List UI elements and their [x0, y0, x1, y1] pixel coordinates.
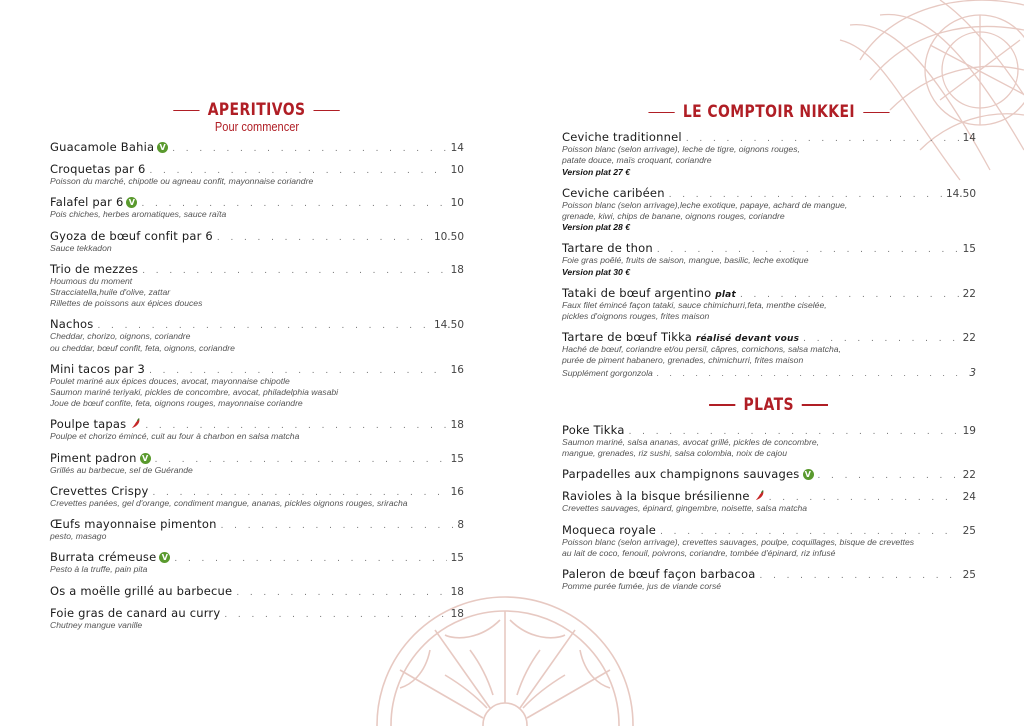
- leaf-v-icon: V: [126, 197, 137, 208]
- menu-item-price: 15: [450, 552, 464, 565]
- menu-item-description: Poisson blanc (selon arrivage),leche exotique, papaye, achard de mangue,: [562, 199, 848, 210]
- menu-item-name: [50, 262, 138, 276]
- menu-item: [50, 484, 464, 509]
- menu-item-price: 10: [450, 164, 464, 177]
- menu-item-description: grenade, kiwi, chips de banane, oignons rouges, coriandre: [562, 211, 785, 222]
- menu-item-name: [50, 584, 232, 598]
- dot-leader: [657, 368, 966, 378]
- dot-leader: [224, 609, 446, 620]
- menu-item-title: Trio de mezzes: [50, 261, 139, 276]
- menu-item: [50, 362, 464, 410]
- menu-item: [50, 550, 464, 575]
- menu-item-title: Parpadelles aux champignons sauvages: [562, 467, 800, 482]
- menu-item: [562, 567, 976, 592]
- menu-item: [50, 317, 464, 353]
- menu-item-price: 16: [450, 363, 464, 376]
- menu-item-description: Poulet mariné aux épices douces, avocat, mayonnaise chipotle: [50, 375, 290, 386]
- dot-leader: [98, 320, 430, 331]
- dot-leader: [629, 426, 959, 437]
- plats-list: [562, 423, 976, 592]
- menu-item-name: [50, 451, 151, 465]
- dot-leader: [172, 143, 446, 154]
- menu-item-name: [50, 606, 220, 620]
- menu-item: [562, 489, 976, 514]
- menu-item-description: patate douce, maïs croquant, coriandre: [562, 155, 712, 166]
- menu-item-row: [50, 606, 464, 620]
- menu-item-price: 14.50: [945, 187, 976, 200]
- menu-item-price: 10: [450, 197, 464, 210]
- menu-item-title: Burrata crémeuse: [50, 550, 157, 565]
- nikkei-plats-column: [562, 100, 976, 592]
- menu-item-title: Tartare de bœuf Tikka: [562, 330, 692, 345]
- menu-item-version: Version plat 27 €: [562, 166, 630, 177]
- dot-leader: [142, 265, 446, 276]
- menu-item-description: Poisson du marché, chipotle ou agneau confit, mayonnaise coriandre: [50, 176, 314, 187]
- menu-item-price: 25: [962, 568, 976, 581]
- menu-item-title: Gyoza de bœuf confit par 6: [50, 228, 213, 243]
- menu-item-description: Sauce tekkadon: [50, 242, 112, 253]
- menu-item: [562, 241, 976, 277]
- menu-item-title: Ceviche traditionnel: [562, 130, 682, 145]
- menu-item-price: 18: [450, 419, 464, 432]
- menu-item-title: Œufs mayonnaise pimenton: [50, 517, 217, 532]
- menu-item-price: 15: [450, 452, 464, 465]
- menu-item-description: Pomme purée fumée, jus de viande corsé: [562, 580, 722, 591]
- menu-item-description: Joue de bœuf confite, feta, oignons rouges, mayonnaise coriandre: [50, 398, 303, 409]
- dot-leader: [149, 165, 446, 176]
- menu-item: [50, 517, 464, 542]
- title-rule-right: [802, 404, 828, 406]
- menu-item-price: 16: [450, 485, 464, 498]
- menu-item-price: 19: [962, 424, 976, 437]
- menu-item-name: [562, 241, 653, 255]
- menu-item-title: Ravioles à la bisque brésilienne: [562, 489, 750, 504]
- menu-item-row: [562, 467, 976, 481]
- menu-item: [562, 186, 976, 234]
- dot-leader: [760, 570, 959, 581]
- menu-item-version: Version plat 30 €: [562, 266, 630, 277]
- menu-item-row: [562, 286, 976, 300]
- menu-item-title: Os a moëlle grillé au barbecue: [50, 583, 233, 598]
- menu-item-name: [562, 489, 765, 503]
- menu-item-name: [562, 423, 625, 437]
- title-rule-left: [709, 404, 735, 406]
- dot-leader: [217, 232, 430, 243]
- menu-item-description: Foie gras poêlé, fruits de saison, mangue, basilic, leche exotique: [562, 255, 809, 266]
- menu-item-description: Rillettes de poissons aux épices douces: [50, 298, 203, 309]
- menu-item-name: [50, 417, 141, 431]
- menu-item: [562, 130, 976, 178]
- menu-item-name: [50, 484, 148, 498]
- menu-item-title: Crevettes Crispy: [50, 483, 149, 498]
- dot-leader: [769, 492, 959, 503]
- menu-item-price: 22: [962, 287, 976, 300]
- menu-item: [562, 523, 976, 559]
- menu-item-title: Piment padron: [50, 450, 137, 465]
- menu-item: [50, 140, 464, 154]
- menu-item-name: [50, 317, 94, 331]
- menu-item-description: Faux filet émincé façon tataki, sauce chimichurri,feta, menthe ciselée,: [562, 299, 827, 310]
- plats-header: [562, 393, 976, 415]
- aperitivos-subtitle: Pour commencer: [214, 119, 300, 135]
- menu-item-price: 24: [962, 491, 976, 504]
- plats-title: PLATS: [743, 394, 795, 415]
- aperitivos-title: APERITIVOS: [208, 100, 306, 121]
- menu-item-title: Ceviche caribéen: [562, 185, 665, 200]
- menu-item-name: [562, 523, 656, 537]
- menu-item-row: [50, 484, 464, 498]
- title-rule-left: [648, 112, 674, 114]
- dot-leader: [155, 454, 447, 465]
- menu-item-price: 10.50: [433, 230, 464, 243]
- aperitivos-header: [50, 98, 464, 134]
- chili-icon: [754, 490, 765, 501]
- dot-leader: [236, 587, 446, 598]
- dot-leader: [669, 189, 942, 200]
- supplement-label: Supplément gorgonzola: [562, 367, 653, 378]
- menu-item-title: Guacamole Bahia: [50, 140, 155, 155]
- menu-item-row: [562, 423, 976, 437]
- menu-item-version: Version plat 28 €: [562, 222, 630, 233]
- nikkei-list: [562, 130, 976, 378]
- menu-item-description: Poulpe et chorizo émincé, cuit au four à charbon en salsa matcha: [50, 431, 300, 442]
- menu-item-name: [50, 140, 168, 154]
- dot-leader: [145, 420, 446, 431]
- menu-item-row: [562, 567, 976, 581]
- menu-item-description: purée de piment habanero, grenades, chimichurri, frites maison: [562, 355, 804, 366]
- menu-item-name: [562, 567, 756, 581]
- menu-item-description: pesto, masago: [50, 531, 107, 542]
- menu-item-row: [50, 517, 464, 531]
- menu-item: [50, 162, 464, 187]
- dot-leader: [660, 526, 959, 537]
- supplement-row: [562, 367, 976, 379]
- menu-item-description: Chutney mangue vanille: [50, 619, 143, 630]
- dot-leader: [174, 553, 446, 564]
- menu-item-row: [562, 489, 976, 503]
- menu-item-row: [50, 550, 464, 564]
- menu-item-title: Croquetas par 6: [50, 162, 146, 177]
- menu-item-description: Poisson blanc (selon arrivage), crevettes sauvages, poulpe, coquillages, bisque de crevettes: [562, 536, 915, 547]
- menu-item-price: 18: [450, 263, 464, 276]
- menu-item-row: [562, 186, 976, 200]
- menu-item-description: Saumon mariné, salsa ananas, avocat grillé, pickles de concombre,: [562, 436, 819, 447]
- menu-item-price: 14.50: [433, 319, 464, 332]
- menu-item-row: [50, 262, 464, 276]
- menu-item-name: [562, 286, 736, 300]
- menu-item-description: Pesto à la truffe, pain pita: [50, 564, 148, 575]
- menu-item-title: Mini tacos par 3: [50, 361, 146, 376]
- menu-item-note: plat: [715, 289, 736, 300]
- menu-item-row: [50, 229, 464, 243]
- menu-item-row: [50, 362, 464, 376]
- menu-item-description: Saumon mariné teriyaki, pickles de concombre, avocat, philadelphia wasabi: [50, 387, 339, 398]
- menu-item-price: 14: [962, 132, 976, 145]
- menu-item-title: Tartare de thon: [562, 241, 653, 256]
- dot-leader: [803, 333, 958, 344]
- menu-item: [562, 467, 976, 481]
- nikkei-header: [562, 100, 976, 122]
- menu-item: [562, 423, 976, 459]
- menu-item-description: pickles d'oignons rouges, frites maison: [562, 311, 710, 322]
- nikkei-title: LE COMPTOIR NIKKEI: [682, 102, 856, 123]
- menu-item: [50, 451, 464, 476]
- title-rule-left: [174, 110, 200, 112]
- menu-item-row: [562, 330, 976, 344]
- menu-item-row: [50, 317, 464, 331]
- menu-item-price: 18: [450, 607, 464, 620]
- menu-item-row: [562, 130, 976, 144]
- menu-item-price: 25: [962, 524, 976, 537]
- menu-item-row: [50, 140, 464, 154]
- dot-leader: [686, 133, 959, 144]
- menu-item-price: 22: [962, 332, 976, 345]
- menu-item-price: 18: [450, 585, 464, 598]
- menu-item-title: Falafel par 6: [50, 195, 124, 210]
- menu-item-description: Grillés au barbecue, sel de Guérande: [50, 464, 193, 475]
- menu-item-row: [50, 584, 464, 598]
- leaf-v-icon: V: [140, 453, 151, 464]
- menu-item: [50, 417, 464, 442]
- menu-item-row: [562, 241, 976, 255]
- leaf-v-icon: V: [159, 552, 170, 563]
- menu-item-title: Tataki de bœuf argentino: [562, 285, 712, 300]
- menu-item-description: Pois chiches, herbes aromatiques, sauce raïta: [50, 209, 227, 220]
- menu-item-description: ou cheddar, bœuf confit, feta, oignons, coriandre: [50, 342, 235, 353]
- aperitivos-list: [50, 140, 464, 630]
- menu-item-title: Moqueca royale: [562, 522, 657, 537]
- supplement-price: 3: [969, 366, 976, 379]
- menu-item-row: [50, 451, 464, 465]
- menu-item-description: Cheddar, chorizo, oignons, coriandre: [50, 331, 191, 342]
- dot-leader: [818, 470, 959, 481]
- title-rule-right: [314, 110, 340, 112]
- menu-item-description: Haché de bœuf, coriandre et/ou persil, câpres, cornichons, salsa matcha,: [562, 344, 841, 355]
- menu-item-description: Crevettes sauvages, épinard, gingembre, noisette, salsa matcha: [562, 503, 808, 514]
- menu-item-name: [562, 330, 799, 344]
- title-rule-right: [863, 112, 889, 114]
- menu-item-name: [50, 162, 145, 176]
- dot-leader: [149, 365, 447, 376]
- menu-item: [50, 584, 464, 598]
- dot-leader: [657, 244, 959, 255]
- leaf-v-icon: V: [803, 469, 814, 480]
- menu-item: [562, 330, 976, 378]
- menu-item-row: [50, 162, 464, 176]
- menu-item-name: [562, 186, 665, 200]
- menu-item-description: Poisson blanc (selon arrivage), leche de tigre, oignons rouges,: [562, 144, 800, 155]
- menu-item-price: 22: [962, 469, 976, 482]
- menu-item-title: Poke Tikka: [562, 422, 625, 437]
- chili-icon: [130, 418, 141, 429]
- menu-item-price: 15: [962, 243, 976, 256]
- menu-item-price: 8: [457, 519, 464, 532]
- menu-item-title: Poulpe tapas: [50, 417, 127, 432]
- dot-leader: [221, 520, 454, 531]
- dot-leader: [740, 289, 959, 300]
- menu-item-name: [50, 550, 170, 564]
- menu-item-description: Crevettes panées, gel d'orange, condiment mangue, ananas, pickles oignons rouges, sriracha: [50, 497, 408, 508]
- menu-item-price: 14: [450, 142, 464, 155]
- menu-item-row: [50, 417, 464, 431]
- menu-item-note: réalisé devant vous: [695, 334, 800, 345]
- menu-item-name: [50, 517, 217, 531]
- aperitivos-column: [50, 98, 464, 631]
- menu-item-row: [50, 195, 464, 209]
- menu-item-name: [50, 362, 145, 376]
- menu-item: [50, 262, 464, 310]
- menu-item-name: [50, 229, 213, 243]
- menu-item-title: Foie gras de canard au curry: [50, 605, 221, 620]
- leaf-v-icon: V: [157, 142, 168, 153]
- menu-item-description: au lait de coco, fenouil, poivrons, coriandre, tombée d'épinard, riz infusé: [562, 547, 836, 558]
- menu-item: [50, 195, 464, 220]
- menu-item-title: Nachos: [50, 317, 94, 332]
- dot-leader: [141, 198, 446, 209]
- menu-item: [50, 606, 464, 631]
- menu-item-name: [562, 467, 814, 481]
- menu-item-description: mangue, grenades, riz sushi, salsa colombia, noix de cajou: [562, 448, 787, 459]
- menu-item-row: [562, 523, 976, 537]
- menu-item-name: [562, 130, 682, 144]
- menu-item: [50, 229, 464, 254]
- menu-item-description: Houmous du moment: [50, 275, 133, 286]
- menu-item-description: Stracciatella,huile d'olive, zattar: [50, 287, 171, 298]
- menu-item-title: Paleron de bœuf façon barbacoa: [562, 566, 756, 581]
- menu-item: [562, 286, 976, 322]
- menu-item-name: [50, 195, 137, 209]
- dot-leader: [152, 487, 446, 498]
